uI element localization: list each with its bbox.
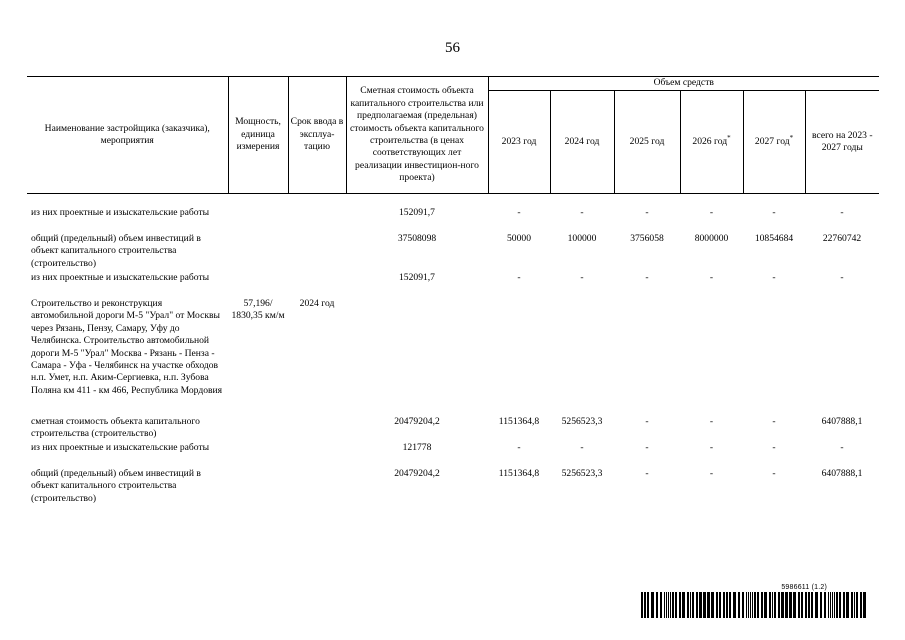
- cell-name: Строительство и реконструкция автомобильной дороги М-5 "Урал" от Москвы через Рязань, Пензу, Самару, Уфу до Челябинска. Строительство автомобильной дороги М-5 "Урал" Москва - Рязань - Пенза - Самара - Уфа - Челябинск на участке обходов н.п. Умет, н.п. Аким-Сергиевка, н.п. Зубова Поляна км 411 - км 466, Республика Мордовия: [31, 298, 223, 396]
- barcode-block: [641, 584, 867, 623]
- cell-y2025: 3756058: [630, 233, 664, 244]
- cell-y2024: -: [580, 272, 584, 283]
- cell-term: [288, 468, 346, 508]
- cell-term: [288, 416, 346, 442]
- cell-y2024: 5256523,3: [561, 468, 603, 479]
- cell-total: -: [840, 272, 844, 283]
- cell-y2023: [488, 298, 550, 416]
- cell-cost: 152091,7: [399, 207, 435, 218]
- cell-y2025: -: [645, 416, 649, 427]
- cell-y2023: -: [517, 442, 521, 453]
- header-2027-label: 2027 год: [754, 135, 790, 147]
- cell-y2025: -: [645, 207, 649, 218]
- cell-y2026: 8000000: [694, 233, 729, 244]
- cell-y2026: -: [709, 416, 714, 427]
- cell-capacity: 57,196/ 1830,35 км/м: [231, 298, 285, 322]
- page-number: 56: [445, 40, 460, 56]
- header-funds: Объем средств: [488, 77, 879, 91]
- cell-name: из них проектные и изыскательские работы: [31, 207, 210, 218]
- table-row: [27, 298, 879, 416]
- cell-y2024: 100000: [567, 233, 597, 244]
- cell-term: [288, 233, 346, 272]
- header-total: всего на 2023 - 2027 годы: [805, 91, 879, 194]
- cell-cost: 121778: [402, 442, 432, 453]
- header-2024: 2024 год: [550, 91, 614, 194]
- cell-y2024: -: [580, 207, 584, 218]
- cell-y2024: [550, 298, 614, 416]
- cell-capacity: [228, 207, 288, 233]
- cell-capacity: [228, 272, 288, 298]
- cell-term: 2024 год: [299, 298, 335, 309]
- cell-name: общий (предельный) объем инвестиций в объект капитального строительства (строительство): [31, 468, 201, 504]
- cell-cost: 20479204,2: [394, 468, 440, 479]
- cell-y2026: -: [709, 442, 714, 453]
- cell-capacity: [228, 442, 288, 468]
- cell-y2024: 5256523,3: [561, 416, 603, 427]
- header-2026: [680, 91, 743, 194]
- cell-term: [288, 207, 346, 233]
- header-capacity: Мощность, единица измерения: [228, 77, 288, 194]
- cell-y2027: -: [772, 442, 776, 453]
- cell-name: из них проектные и изыскательские работы: [31, 272, 210, 283]
- header-2027: [743, 91, 805, 194]
- cell-y2023: 1151364,8: [498, 416, 540, 427]
- table-row: [27, 233, 879, 272]
- cell-total: 6407888,1: [821, 468, 863, 479]
- cell-total: [805, 298, 879, 416]
- table-row: [27, 272, 879, 298]
- cell-y2025: -: [645, 272, 649, 283]
- cell-y2027: -: [772, 468, 776, 479]
- header-2025: 2025 год: [614, 91, 680, 194]
- cell-y2027: 10854684: [754, 233, 794, 244]
- cell-name: общий (предельный) объем инвестиций в объект капитального строительства (строительство): [31, 233, 201, 269]
- cell-capacity: [228, 416, 288, 442]
- cell-y2027: -: [772, 416, 776, 427]
- cell-y2026: -: [709, 207, 714, 218]
- cell-capacity: [228, 233, 288, 272]
- cell-y2027: -: [772, 272, 776, 283]
- cell-total: -: [840, 442, 844, 453]
- cell-y2025: -: [645, 442, 649, 453]
- cell-y2023: -: [517, 272, 521, 283]
- cell-capacity: [228, 468, 288, 508]
- cell-cost: [346, 298, 488, 416]
- cell-y2026: -: [709, 468, 714, 479]
- header-2026-label: 2026 год: [692, 135, 728, 147]
- header-cost: Сметная стоимость объекта капитального строительства или предполагаемая (предельная) стоимость объекта капитального строительства (в ценах соответствующих лет реализации инвестицион-ного проекта): [346, 77, 488, 194]
- cell-y2026: -: [709, 272, 714, 283]
- cell-y2027: -: [772, 207, 776, 218]
- cell-term: [288, 272, 346, 298]
- cell-name: из них проектные и изыскательские работы: [31, 442, 210, 453]
- footnote-mark: *: [727, 133, 731, 142]
- barcode-code: 5986611 (1.2): [781, 584, 827, 591]
- cell-cost: 20479204,2: [394, 416, 440, 427]
- cell-y2025: [614, 298, 680, 416]
- cell-total: -: [840, 207, 844, 218]
- table-row: [27, 416, 879, 442]
- cell-y2025: -: [645, 468, 649, 479]
- header-term: Срок ввода в эксплуа-тацию: [288, 77, 346, 194]
- table-row: [27, 207, 879, 233]
- table-row: [27, 442, 879, 468]
- table-row: [27, 468, 879, 508]
- cell-y2024: -: [580, 442, 584, 453]
- cell-y2023: -: [517, 207, 521, 218]
- investment-table: [27, 76, 879, 508]
- cell-y2026: [680, 298, 743, 416]
- header-name: Наименование застройщика (заказчика), мероприятия: [27, 77, 228, 194]
- cell-term: [288, 442, 346, 468]
- barcode-image: [641, 592, 867, 618]
- header-2023: 2023 год: [488, 91, 550, 194]
- cell-total: 22760742: [822, 233, 862, 244]
- cell-name: сметная стоимость объекта капитального строительства (строительство): [31, 416, 200, 440]
- cell-total: 6407888,1: [821, 416, 863, 427]
- cell-y2023: 1151364,8: [498, 468, 540, 479]
- footnote-mark: *: [789, 133, 794, 142]
- cell-cost: 37508098: [397, 233, 437, 244]
- cell-y2027: [743, 298, 805, 416]
- cell-cost: 152091,7: [399, 272, 435, 283]
- cell-y2023: 50000: [507, 233, 531, 244]
